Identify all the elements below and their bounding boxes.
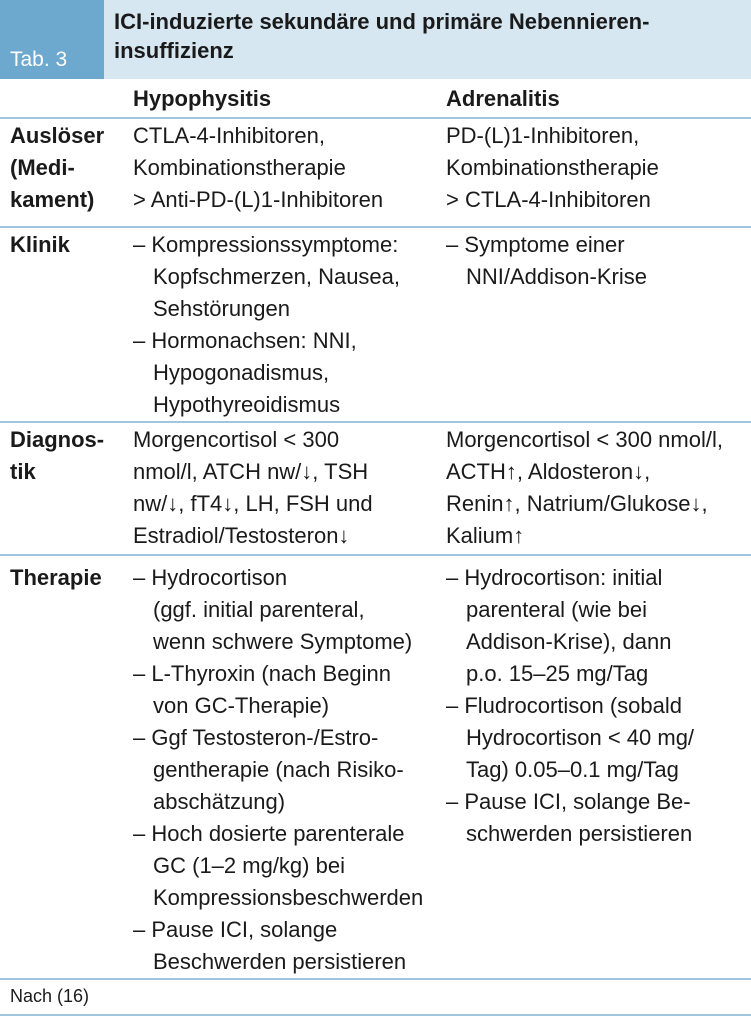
cell-diagnostik-adrenalitis: Morgencortisol < 300 nmol/l, ACTH↑, Aldosteron↓, Renin↑, Natrium/Glukose↓, Kalium↑ (446, 427, 723, 548)
cell-klinik-adrenalitis: – Symptome einer NNI/Addison-Krise (446, 232, 647, 289)
divider (0, 554, 751, 556)
cell-ausloeser-adrenalitis: PD-(L)1-Inhibitoren, Kombinationstherapie > CTLA-4-Inhibitoren (446, 123, 659, 212)
cell-ausloeser-hypophysitis: CTLA-4-Inhibitoren, Kombinationstherapie > Anti-PD-(L)1-Inhibitoren (133, 123, 384, 212)
divider (0, 978, 751, 980)
row-label-therapie: Therapie (10, 565, 102, 590)
row-label-diagnostik: Diagnos- tik (10, 427, 105, 484)
table-title (114, 7, 744, 65)
cell-therapie-adrenalitis: – Hydrocortison: initial parenteral (wie bei Addison-Krise), dann p.o. 15–25 mg/Tag – Fludrocortison (sobald Hydrocortison < 40 mg/ Tag) 0.05–0.1 mg/Tag – Pause ICI, solange Be- schwerden persistieren (446, 565, 695, 846)
divider (0, 226, 751, 228)
column-header-hypophysitis: Hypophysitis (133, 86, 272, 111)
cell-therapie-hypophysitis: – Hydrocortison (ggf. initial parenteral, wenn schwere Symptome) – L-Thyroxin (nach Beginn von GC-Therapie) – Ggf Testosteron-/Estro- gentherapie (nach Risiko- abschätzung) – Hoch dosierte parenterale GC (1–2 mg/kg) bei Kompressionsbeschwerden – Pause ICI, solange Beschwerden persistieren (133, 565, 424, 974)
cell-diagnostik-hypophysitis: Morgencortisol < 300 nmol/l, ATCH nw/↓, TSH nw/↓, fT4↓, LH, FSH und Estradiol/Testosteron↓ (133, 427, 373, 548)
column-header-adrenalitis: Adrenalitis (446, 86, 560, 111)
footnote: Nach (16) (10, 986, 90, 1006)
table-title-line-1: ICI-induzierte sekundäre und primäre Nebennieren- (114, 9, 650, 34)
row-label-klinik: Klinik (10, 232, 70, 257)
table-number-badge (0, 0, 104, 79)
table-number-label: Tab. 3 (10, 48, 68, 71)
table-title-line-2: insuffizienz (114, 38, 234, 63)
divider (0, 1014, 751, 1016)
cell-klinik-hypophysitis: – Kompressionssymptome: Kopfschmerzen, Nausea, Sehstörungen – Hormonachsen: NNI, Hypogonadismus, Hypothyreoidismus (133, 232, 401, 417)
divider (0, 421, 751, 423)
row-label-ausloeser: Auslöser (Medi- kament) (10, 123, 105, 212)
divider (0, 117, 751, 119)
